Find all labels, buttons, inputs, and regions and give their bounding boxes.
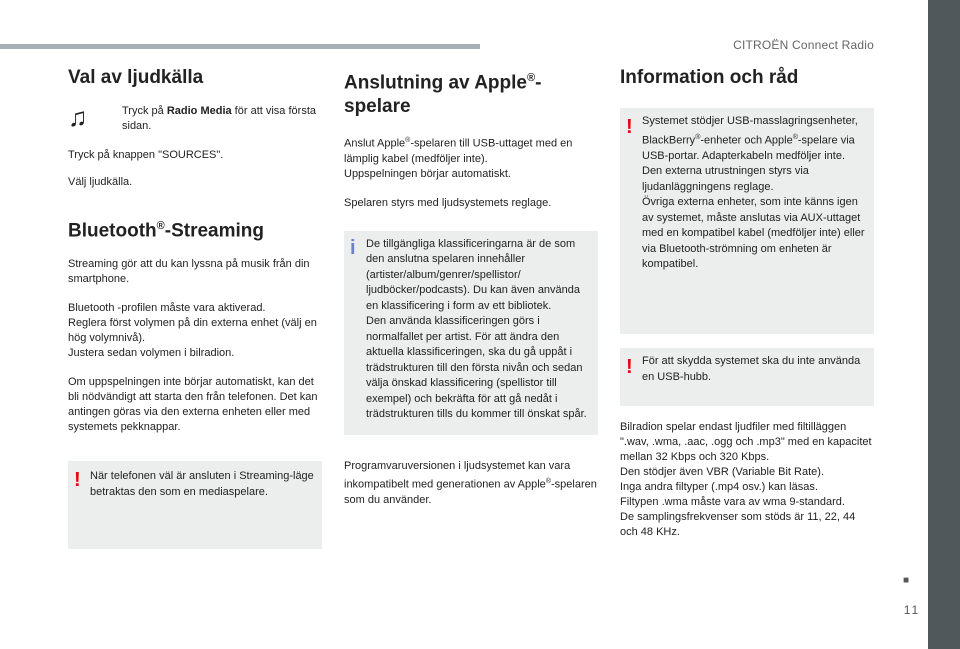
usb-support-warning-box: ! Systemet stödjer USB-masslagringsenheter, BlackBerry®-enheter och Apple®-spelare via USB-portar. Adapterkabeln medföljer inte. Den externa utrustningen styrs via ljudanläggningens reglage. Övriga externa enheter, som inte känns igen av systemet, måste anslutas via AUX-uttaget med en kompatibel kabel (medföljer inte) eller via Bluetooth-strömning om enheten är kompatibel. (620, 108, 874, 334)
header-title: CITROËN Connect Radio (733, 38, 874, 52)
heading-apple-player: Anslutning av Apple®-spelare (344, 72, 542, 118)
autoplay-text: Om uppspelningen inte börjar automatiskt, kan det bli nödvändigt att starta den från telefonen. Det kan antingen göras via den externa enheten eller med systemets pekknappar. (68, 376, 318, 434)
file-formats-text: Bilradion spelar endast ljudfiler med filtilläggen ".wav, .wma, .aac, .ogg och .mp3" med en kapacitet mellan 32 Kbps och 320 Kbps. Den stödjer även VBR (Variable Bit Rate). Inga andra filtyper (.mp4 osv.) kan läsas. Filtypen .wma måste vara av wma 9-standard. De samplingsfrekvenser som stöds är 11, 22, 44 och 48 KHz. (620, 421, 872, 538)
usb-hub-warning-box: ! För att skydda systemet ska du inte använda en USB-hubb. (620, 348, 874, 406)
info-icon: i (350, 236, 356, 259)
radio-media-text: Tryck på Radio Media för att visa första sidan. (122, 105, 316, 132)
bluetooth-profile-text: Bluetooth -profilen måste vara aktiverad. Reglera först volymen på din externa enhet (välj en hög volymnivå). Justera sedan volymen i bilradion. (68, 302, 317, 360)
heading-information-advice: Information och råd (620, 67, 799, 88)
press-sources-text: Tryck på knappen "SOURCES". (68, 149, 224, 161)
streaming-warning-box: ! När telefonen väl är ansluten i Streaming-läge betraktas den som en mediaspelare. (68, 461, 322, 549)
column-apple-player (344, 66, 598, 508)
page-marker: ■ (903, 575, 910, 586)
choose-source-text: Välj ljudkälla. (68, 176, 133, 188)
column-source-selection (68, 66, 322, 549)
warning-icon: ! (626, 116, 633, 138)
streaming-intro-text: Streaming gör att du kan lyssna på musik från din smartphone. (68, 258, 310, 286)
music-note-icon: ♫ (68, 102, 88, 132)
heading-bluetooth-streaming: Bluetooth®-Streaming (68, 220, 265, 242)
radio-media-note (68, 104, 322, 134)
heading-source-selection: Val av ljudkälla (68, 67, 204, 88)
software-version-text: Programvaruversionen i ljudsystemet kan vara inkompatibelt med generationen av Apple®-spelaren som du använder. (344, 459, 597, 506)
warning-icon: ! (74, 469, 81, 492)
page-side-tab (928, 0, 960, 649)
page-number: 11 (903, 603, 921, 617)
top-rule (0, 44, 480, 49)
classification-info-box: i De tillgängliga klassificeringarna är de som den anslutna spelaren innehåller (artister/album/genrer/spellistor/ ljudböcker/podcasts). Du kan även använda en klassificering i form av ett bibliotek. Den använda klassificeringen görs i normalfallet per artist. För att ändra den aktuella klassificeringen, ska du gå uppåt i trädstrukturen till den första nivån och sedan välja önskad klassificering (spellistor till exempel) och bekräfta för att gå nedåt i trädstrukturen tills du kommer till önskat spår. (344, 231, 598, 435)
apple-connect-text: Anslut Apple®-spelaren till USB-uttaget med en lämplig kabel (medföljer inte). Uppspelningen börjar automatiskt. (344, 137, 573, 180)
apple-control-text: Spelaren styrs med ljudsystemets reglage. (344, 196, 552, 209)
warning-icon: ! (626, 356, 633, 378)
column-information-advice (620, 66, 874, 540)
